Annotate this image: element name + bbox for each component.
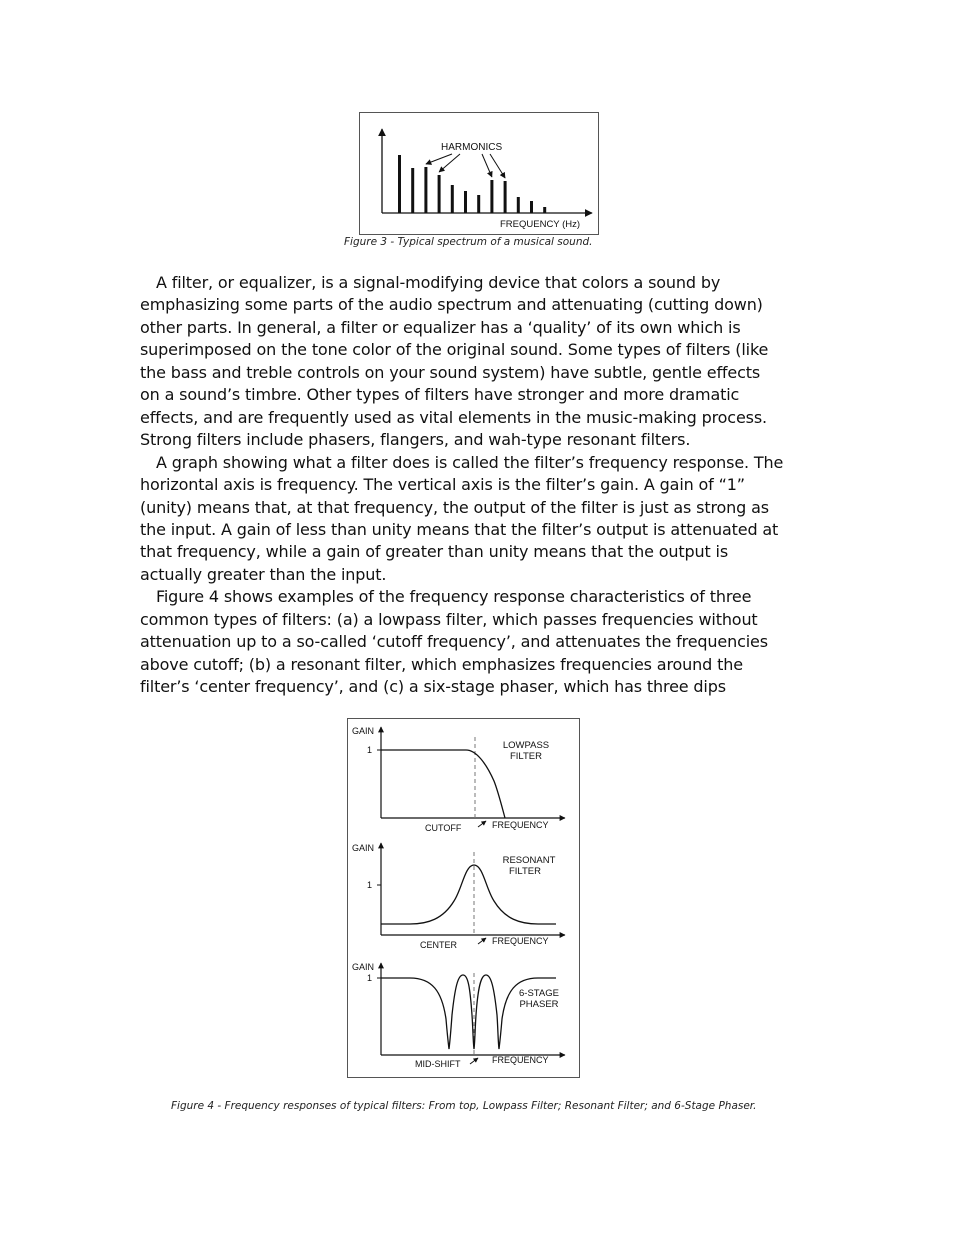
- text-line: (unity) means that, at that frequency, the output of the filter is just as strong as: [140, 497, 769, 517]
- harmonic-bar: [411, 168, 414, 213]
- mid-shift-label: MID-SHIFT: [415, 1059, 461, 1069]
- cutoff-label: CUTOFF: [425, 823, 462, 833]
- harmonic-pointer-arrow: [439, 154, 460, 172]
- text-line: other parts. In general, a filter or equalizer has a ‘quality’ of its own which is: [140, 317, 741, 337]
- harmonic-pointer-arrow: [482, 154, 492, 177]
- harmonic-bars: [398, 155, 546, 213]
- lowpass-curve: [381, 750, 505, 818]
- text-line: horizontal axis is frequency. The vertical axis is the filter’s gain. A gain of “1”: [140, 475, 745, 495]
- text-line: emphasizing some parts of the audio spectrum and attenuating (cutting down): [140, 295, 763, 315]
- harmonic-bar: [477, 195, 480, 213]
- harmonic-arrows: [426, 154, 505, 178]
- paragraph-figure-4: [140, 586, 830, 698]
- harmonic-pointer-arrow: [490, 154, 505, 178]
- figure-3-caption: Figure 3 - Typical spectrum of a musical sound.: [344, 236, 593, 248]
- text-line: Strong filters include phasers, flangers, and wah-type resonant filters.: [140, 430, 691, 450]
- filter-name-line1: 6-STAGE: [519, 988, 559, 999]
- figure-4-filter-responses: [347, 718, 580, 1078]
- frequency-label: FREQUENCY: [492, 820, 549, 830]
- harmonic-bar: [530, 201, 533, 213]
- filter-name-line1: RESONANT: [502, 855, 556, 866]
- filter-response-diagram: [348, 719, 581, 1079]
- gain-label: GAIN: [352, 962, 375, 972]
- harmonic-bar: [464, 191, 467, 213]
- phaser-panel: [352, 962, 565, 1069]
- unity-label: 1: [367, 745, 373, 755]
- text-line: superimposed on the tone color of the original sound. Some types of filters (like: [140, 340, 769, 360]
- phaser-curve: [381, 975, 559, 1049]
- text-line: the input. A gain of less than unity means that the filter’s output is attenuated at: [140, 519, 779, 539]
- text-line: A filter, or equalizer, is a signal-modifying device that colors a sound by: [156, 273, 721, 292]
- harmonic-bar: [543, 207, 546, 213]
- body-text: [140, 272, 830, 699]
- filter-name-line1: LOWPASS: [502, 740, 550, 751]
- frequency-label: FREQUENCY: [492, 936, 549, 946]
- harmonic-bar: [490, 180, 493, 213]
- harmonic-bar: [504, 181, 507, 213]
- text-line: that frequency, while a gain of greater than unity means that the output is: [140, 542, 729, 562]
- resonant-panel: [352, 843, 565, 950]
- harmonics-label: HARMONICS: [441, 142, 503, 153]
- cutoff-arrow: [478, 821, 486, 827]
- harmonic-pointer-arrow: [426, 154, 452, 164]
- harmonic-bar: [451, 185, 454, 213]
- lowpass-panel: [352, 726, 565, 833]
- frequency-axis-label: FREQUENCY (Hz): [500, 219, 581, 230]
- text-line: filter’s ‘center frequency’, and (c) a six-stage phaser, which has three dips: [140, 677, 726, 697]
- text-line: A graph showing what a filter does is called the filter’s frequency response. The: [156, 452, 784, 472]
- filter-name-line2: PHASER: [519, 999, 559, 1010]
- center-label: CENTER: [420, 940, 458, 950]
- harmonic-bar: [424, 167, 427, 213]
- center-arrow: [478, 938, 486, 944]
- text-line: attenuation up to a so-called ‘cutoff frequency’, and attenuates the frequencies: [140, 632, 768, 652]
- frequency-label: FREQUENCY: [492, 1055, 549, 1065]
- paragraph-frequency-response: [140, 452, 830, 587]
- text-line: above cutoff; (b) a resonant filter, which emphasizes frequencies around the: [140, 654, 743, 674]
- text-line: the bass and treble controls on your sound system) have subtle, gentle effects: [140, 362, 761, 382]
- harmonic-bar: [438, 175, 441, 213]
- gain-label: GAIN: [352, 843, 375, 853]
- filter-name-line2: FILTER: [509, 751, 543, 762]
- text-line: on a sound’s timbre. Other types of filters have stronger and more dramatic: [140, 385, 740, 405]
- unity-label: 1: [367, 973, 373, 983]
- text-line: effects, and are frequently used as vital elements in the music-making process.: [140, 407, 767, 427]
- figure-3-spectrum: [359, 112, 599, 235]
- harmonic-bar: [398, 155, 401, 213]
- text-line: actually greater than the input.: [140, 564, 387, 584]
- mid-shift-arrow: [470, 1058, 478, 1064]
- text-line: common types of filters: (a) a lowpass filter, which passes frequencies without: [140, 609, 758, 629]
- filter-name-line2: FILTER: [508, 866, 542, 877]
- figure-4-caption: Figure 4 - Frequency responses of typical filters: From top, Lowpass Filter; Resonant Filter; and 6-Stage Phaser.: [171, 1100, 757, 1112]
- harmonic-bar: [517, 197, 520, 213]
- spectrum-chart: [360, 113, 600, 236]
- paragraph-filters: [140, 272, 830, 452]
- gain-label: GAIN: [352, 726, 375, 736]
- unity-label: 1: [367, 880, 373, 890]
- text-line: Figure 4 shows examples of the frequency response characteristics of three: [156, 587, 752, 607]
